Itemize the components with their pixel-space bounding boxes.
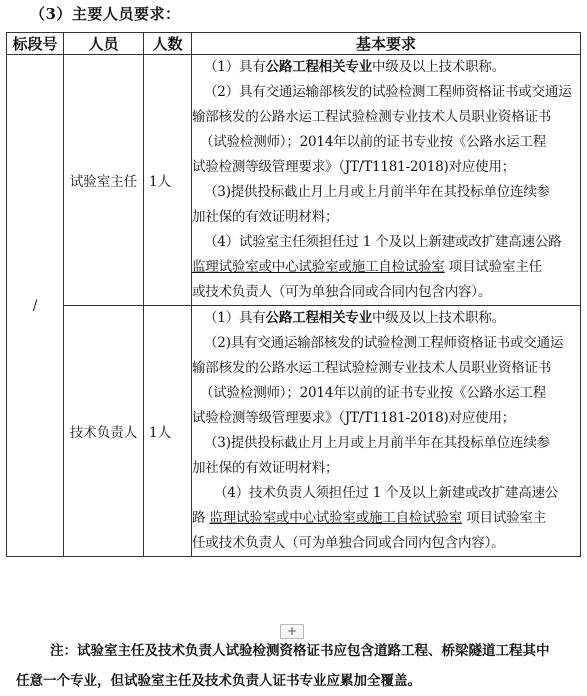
- text-run: 输部核发的公路水运工程试验检测专业技术人员职业资格证书: [192, 109, 552, 125]
- requirement-line: [192, 456, 580, 481]
- text-run: （试验检测师）；2014年以前的证书专业按《公路水运工程: [200, 385, 547, 401]
- text-run: 任或技术负责人（可为单独合同或合同内包含内容）。: [192, 535, 505, 551]
- requirement-line: [192, 406, 580, 431]
- section-heading: （3）主要人员要求：: [30, 5, 181, 23]
- requirement-line: [192, 306, 580, 331]
- text-run: 项目试验室主任: [444, 259, 542, 275]
- requirement-line: [192, 481, 580, 506]
- table-row: [7, 55, 581, 306]
- text-run: 路: [192, 510, 210, 526]
- footnote-line-1: 注：试验室主任及技术负责人试验检测资格证书应包含道路工程、桥梁隧道工程其中: [50, 643, 550, 659]
- header-person: 人员: [64, 33, 144, 55]
- requirement-line: [192, 255, 580, 280]
- person-cell: 技术负责人: [64, 306, 144, 557]
- count-cell: 1人: [144, 306, 192, 557]
- requirements-cell: [192, 306, 581, 557]
- header-count: 人数: [144, 33, 192, 55]
- requirement-line: [192, 356, 580, 381]
- text-run: （1）具有: [204, 310, 266, 326]
- bold-text: 公路工程相关专业: [265, 310, 372, 326]
- text-run: （1）具有: [204, 59, 266, 75]
- table-row: [7, 306, 581, 557]
- requirement-line: [192, 381, 580, 406]
- requirement-line: [192, 180, 580, 205]
- requirement-line: [192, 155, 580, 180]
- text-run: 加社保的有效证明材料；: [192, 460, 339, 476]
- add-row-button[interactable]: +: [280, 624, 304, 639]
- text-run: （4）技术负责人须担任过 1 个及以上新建或改扩建高速公: [214, 485, 559, 501]
- requirement-line: [192, 55, 580, 80]
- footnote: [16, 636, 576, 696]
- text-run: （3)提供投标截止月上月或上月前半年在其投标单位连续参: [204, 435, 550, 451]
- count-cell: 1人: [144, 55, 192, 306]
- requirement-line: [192, 80, 580, 105]
- requirement-line: [192, 280, 580, 305]
- requirement-line: [192, 230, 580, 255]
- table-header-row: [7, 33, 581, 55]
- text-run: （2）具有交通运输部核发的试验检测工程师资格证书或交通运: [204, 84, 572, 100]
- requirements-cell: [192, 55, 581, 306]
- text-run: 中级及以上技术职称。: [372, 59, 505, 75]
- footnote-line-2: 任意一个专业，但试验室主任及技术负责人证书专业应累加全覆盖。: [16, 673, 421, 689]
- text-run: 试验检测等级管理要求》（JT/T1181-2018)对应使用；: [192, 159, 516, 175]
- header-segment: 标段号: [7, 33, 64, 55]
- bold-text: 公路工程相关专业: [265, 59, 372, 75]
- requirement-line: [192, 331, 580, 356]
- text-run: （4）试验室主任须担任过 1 个及以上新建或改扩建高速公路: [204, 234, 562, 250]
- requirement-line: [192, 431, 580, 456]
- requirement-line: [192, 531, 580, 556]
- text-run: 试验检测等级管理要求》（JT/T1181-2018)对应使用；: [192, 410, 516, 426]
- personnel-requirements-table: [6, 32, 581, 557]
- text-run: 输部核发的公路水运工程试验检测专业技术人员职业资格证书: [192, 360, 552, 376]
- text-run: （3)提供投标截止月上月或上月前半年在其投标单位连续参: [204, 184, 550, 200]
- text-run: 加社保的有效证明材料；: [192, 209, 339, 225]
- underlined-text: 监理试验室或中心试验室或施工自检试验室: [192, 259, 445, 275]
- underlined-text: 监理试验室或中心试验室或施工自检试验室: [209, 510, 463, 526]
- person-cell: 试验室主任: [64, 55, 144, 306]
- text-run: 中级及以上技术职称。: [372, 310, 505, 326]
- text-run: 或技术负责人（可为单独合同或合同内包含内容）。: [192, 284, 492, 300]
- requirement-line: [192, 205, 580, 230]
- segment-cell: /: [7, 55, 64, 557]
- text-run: （试验检测师）；2014年以前的证书专业按《公路水运工程: [200, 134, 547, 150]
- text-run: 项目试验室主: [462, 510, 547, 526]
- header-requirements: 基本要求: [192, 33, 581, 55]
- requirement-line: [192, 105, 580, 130]
- text-run: （2)具有交通运输部核发的试验检测工程师资格证书或交通运: [204, 335, 564, 351]
- requirement-line: [192, 130, 580, 155]
- requirement-line: [192, 506, 580, 531]
